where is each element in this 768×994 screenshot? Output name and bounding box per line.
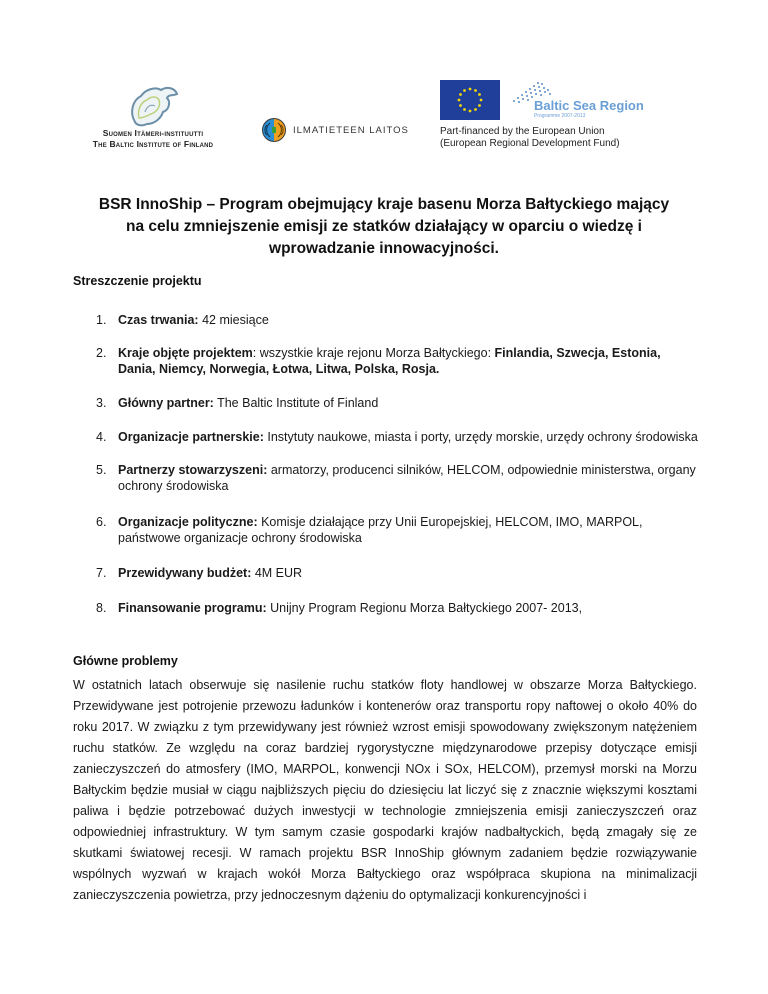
fmi-logo bbox=[261, 117, 409, 143]
summary-heading: Streszczenie projektu bbox=[73, 274, 202, 288]
bsr-title: Baltic Sea Region bbox=[534, 98, 644, 113]
problems-paragraph: W ostatnich latach obserwuje się nasilenie ruchu statków floty handlowej w obszarze Morza Bałtyckiego. Przewidywane jest potrojenie przewozu ładunków i kontenerów oraz transportu ropy naftowej o około 40% do roku 2017. W związku z tym przewidywany jest również wzrost emisji spowodowany zwiększonym natężeniem ruchu statków. Ze względu na coraz bardziej rygorystyczne międzynarodowe przepisy dotyczące emisji zanieczyszczeń do atmosfery (IMO, MARPOL, konwencji NOx i SOx, HELCOM), przemysł morski na Morzu Bałtyckim będzie musiał w ciągu najbliższych pięciu do dziesięciu lat liczyć się z znacznie większymi kosztami paliwa i będzie potrzebować dużych inwestycji w technologie zmniejszenia emisji zanieczyszczeń oraz odpowiedniej infrastruktury. W tym samym czasie gospodarki krajów nadbałtyckich, będą zmagały się ze skutkami światowej recesji. W ramach projektu BSR InnoShip głównym zadaniem będzie rozwiązywanie wspólnych wyzwań w krajach wokół Morza Bałtyckiego oraz współpraca skupiona na minimalizacji zanieczyszczenia powietrza, przy jednoczesnym dążeniu do optymalizacji konkurencyjności i bbox=[73, 678, 697, 902]
eu-flag-icon bbox=[440, 80, 500, 120]
baltic-sea-region-logo bbox=[508, 80, 658, 122]
eu-caption-line1: Part-financed by the European Union bbox=[440, 126, 605, 137]
document-page: Suomen Itämeri-instituutti The Baltic Institute of Finland ILMATIETEEN LAITOS Baltic Sea Region Programme 2007-2013 Part-financed by the European Union (European Regional Development Fund) BSR InnoShip – Program obejmujący kraje basenu Morza Bałtyckiego mający na celu zmniejszenie emisji ze statków działający w oparciu o wiedzę i wprowadzanie innowacyjności. Streszczenie projektu 1. Czas trwania: 42 miesiące 2. Kraje objęte projektem: wszystkie kraje rejonu Morza Bałtyckiego: Finlandia, Szwecja, Estonia, Dania, Niemcy, Norwegia, Łotwa, Litwa, Polska, Rosja. 3. Główny partner: The Baltic Institute of Finland 4. Organizacje partnerskie: Instytuty naukowe, miasta i porty, urzędy morskie, urzędy ochrony środowiska 5. Partnerzy stowarzyszeni: armatorzy, producenci silników, HELCOM, odpowiednie ministerstwa, organy ochrony środowiska 6. Organizacje polityczne: Komisje działające przy Unii Europejskiej, HELCOM, IMO, MARPOL, państwowe organizacje ochrony środowiska 7. Przewidywany budżet: 4M EUR 8. Finansowanie programu: Unijny Program Regionu Morza Bałtyckiego 2007- 2013, Główne problemy W ostatnich latach obserwuje się nasilenie ruchu statków floty handlowej w obszarze Morza Bałtyckiego. Przewidywane jest potrojenie przewozu ładunków i kontenerów oraz transportu ropy naftowej o około 40% do roku 2017. W związku z tym przewidywany jest również wzrost emisji spowodowany zwiększonym natężeniem ruchu statków. Ze względu na coraz bardziej rygorystyczne międzynarodowe przepisy dotyczące emisji zanieczyszczeń do atmosfery (IMO, MARPOL, konwencji NOx i SOx, HELCOM), przemysł morski na Morzu Bałtyckim będzie musiał w ciągu najbliższych pięciu do dziesięciu lat liczyć się z znacznie większymi kosztami paliwa i będzie potrzebować dużych inwestycji w technologie zmniejszenia emisji zanieczyszczeń oraz odpowiedniej infrastruktury. W tym samym czasie gospodarki krajów nadbałtyckich, będą zmagały się ze skutkami światowej recesji. W ramach projektu BSR InnoShip głównym zadaniem będzie rozwiązywanie wspólnych wyzwań w krajach wokół Morza Bałtyckiego oraz współpraca skupiona na minimalizacji zanieczyszczenia powietrza, przy jednoczesnym dążeniu do optymalizacji konkurencyjności i bbox=[0, 0, 768, 994]
problems-heading: Główne problemy bbox=[73, 654, 178, 668]
document-title: BSR InnoShip – Program obejmujący kraje basenu Morza Bałtyckiego mający na celu zmniejszenie emisji ze statków działający w oparciu o wiedzę i wprowadzanie innowacyjności. bbox=[98, 196, 670, 257]
bsr-subtitle: Programme 2007-2013 bbox=[534, 113, 586, 119]
baltic-institute-logo bbox=[78, 82, 228, 150]
baltic-institute-name-fi: Suomen Itämeri-instituutti bbox=[102, 128, 204, 138]
eu-caption-line2: (European Regional Development Fund) bbox=[440, 138, 620, 149]
baltic-institute-name-en: The Baltic Institute of Finland bbox=[92, 139, 214, 149]
fmi-emblem-icon bbox=[261, 117, 287, 143]
eu-bsr-logo bbox=[440, 80, 670, 150]
fmi-name: ILMATIETEEN LAITOS bbox=[293, 124, 409, 136]
baltic-sea-map-icon bbox=[125, 82, 181, 128]
